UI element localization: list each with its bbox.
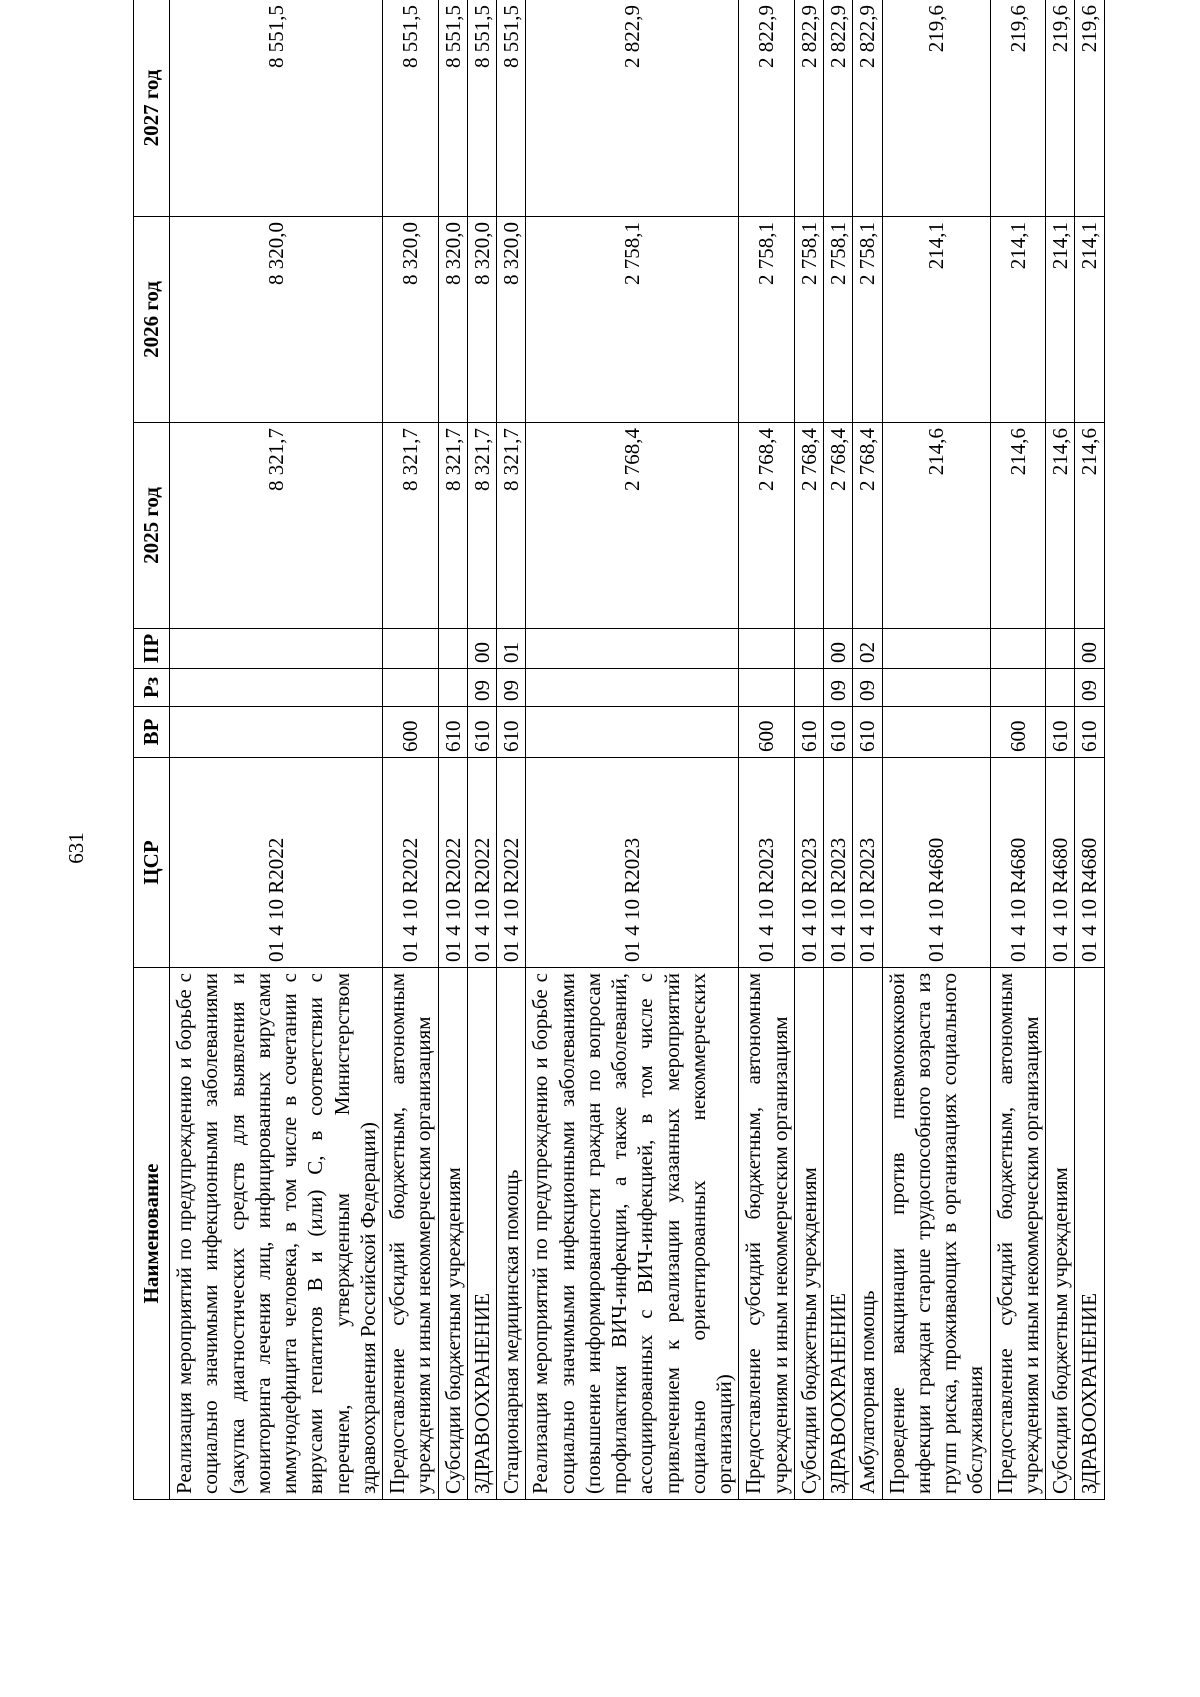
cell-name: ЗДРАВООХРАНЕНИЕ <box>824 968 853 1500</box>
cell-vr <box>526 707 739 758</box>
table-row <box>739 0 795 1500</box>
cell-csr: 01 4 10 R4680 <box>1046 758 1075 968</box>
cell-rz <box>1046 669 1075 707</box>
cell-2026: 2 758,1 <box>824 217 853 423</box>
cell-rz <box>170 669 383 707</box>
cell-name: Стационарная медицинская помощь <box>497 968 526 1500</box>
cell-name: Субсидии бюджетным учреждениям <box>438 968 467 1500</box>
cell-pr: 00 <box>1075 629 1104 669</box>
cell-2025: 214,6 <box>1046 423 1075 629</box>
table-row <box>882 0 990 1500</box>
cell-name: Реализация мероприятий по предупреждению и борьбе с социально значимыми инфекционными заболеваниями (повышение информированности граждан по вопросам профилактики ВИЧ-инфекции, а также заболеваний, ассоциированных с ВИЧ-инфекцией, в том числе с привлечением к реализации указанных мероприятий социально ориентированных некоммерческих организаций) <box>526 968 739 1500</box>
cell-2026: 214,1 <box>990 217 1046 423</box>
header-pr: ПР <box>134 629 170 669</box>
cell-2025: 8 321,7 <box>383 423 439 629</box>
cell-2027: 8 551,5 <box>438 0 467 217</box>
cell-2026: 8 320,0 <box>438 217 467 423</box>
cell-2027: 2 822,9 <box>526 0 739 217</box>
cell-rz: 09 <box>497 669 526 707</box>
cell-2026: 2 758,1 <box>739 217 795 423</box>
cell-name: Амбулаторная помощь <box>853 968 882 1500</box>
cell-pr <box>526 629 739 669</box>
cell-2026: 8 320,0 <box>383 217 439 423</box>
cell-2026: 214,1 <box>1046 217 1075 423</box>
cell-2026: 214,1 <box>1075 217 1104 423</box>
cell-name: Предоставление субсидий бюджетным, автономным учреждениям и иным некоммерческим организациям <box>739 968 795 1500</box>
table-row <box>383 0 439 1500</box>
cell-csr: 01 4 10 R2023 <box>526 758 739 968</box>
cell-csr: 01 4 10 R4680 <box>1075 758 1104 968</box>
cell-name: Проведение вакцинации против пневмококковой инфекции граждан старше трудоспособного возраста из групп риска, проживающих в организациях социального обслуживания <box>882 968 990 1500</box>
budget-table <box>133 0 1105 1500</box>
cell-csr: 01 4 10 R2023 <box>739 758 795 968</box>
page-number: 631 <box>64 832 88 864</box>
cell-pr <box>1046 629 1075 669</box>
cell-name: Субсидии бюджетным учреждениям <box>794 968 823 1500</box>
cell-pr: 02 <box>853 629 882 669</box>
cell-2026: 2 758,1 <box>794 217 823 423</box>
cell-vr: 610 <box>497 707 526 758</box>
cell-csr: 01 4 10 R4680 <box>882 758 990 968</box>
cell-2025: 2 768,4 <box>526 423 739 629</box>
cell-2025: 2 768,4 <box>794 423 823 629</box>
cell-rz <box>526 669 739 707</box>
cell-2027: 8 551,5 <box>497 0 526 217</box>
table-row <box>794 0 823 1500</box>
cell-name: ЗДРАВООХРАНЕНИЕ <box>1075 968 1104 1500</box>
cell-pr <box>438 629 467 669</box>
table-row <box>526 0 739 1500</box>
cell-csr: 01 4 10 R2022 <box>497 758 526 968</box>
cell-rz: 09 <box>1075 669 1104 707</box>
cell-vr: 610 <box>824 707 853 758</box>
cell-vr: 600 <box>739 707 795 758</box>
cell-csr: 01 4 10 R2022 <box>438 758 467 968</box>
cell-vr: 610 <box>794 707 823 758</box>
cell-2026: 214,1 <box>882 217 990 423</box>
cell-pr <box>383 629 439 669</box>
cell-2027: 2 822,9 <box>853 0 882 217</box>
header-2025: 2025 год <box>134 423 170 629</box>
cell-rz <box>739 669 795 707</box>
cell-2025: 2 768,4 <box>824 423 853 629</box>
cell-2026: 2 758,1 <box>526 217 739 423</box>
cell-rz <box>794 669 823 707</box>
table-row <box>824 0 853 1500</box>
cell-name: Субсидии бюджетным учреждениям <box>1046 968 1075 1500</box>
cell-2025: 8 321,7 <box>467 423 496 629</box>
cell-2025: 214,6 <box>990 423 1046 629</box>
cell-rz: 09 <box>824 669 853 707</box>
cell-2027: 8 551,5 <box>170 0 383 217</box>
cell-vr: 600 <box>990 707 1046 758</box>
cell-2027: 219,6 <box>1046 0 1075 217</box>
header-row <box>134 0 170 1500</box>
cell-pr <box>882 629 990 669</box>
cell-csr: 01 4 10 R2023 <box>853 758 882 968</box>
cell-name: Реализация мероприятий по предупреждению и борьбе с социально значимыми инфекционными заболеваниями (закупка диагностических средств для выявления и мониторинга лечения лиц, инфицированных вирусами иммунодефицита человека, в том числе в сочетании с вирусами гепатитов В и (или) С, в соответствии с перечнем, утвержденным Министерством здравоохранения Российской Федерации) <box>170 968 383 1500</box>
cell-vr: 610 <box>438 707 467 758</box>
cell-name: ЗДРАВООХРАНЕНИЕ <box>467 968 496 1500</box>
cell-2027: 219,6 <box>990 0 1046 217</box>
cell-vr <box>882 707 990 758</box>
cell-2027: 8 551,5 <box>383 0 439 217</box>
cell-csr: 01 4 10 R2022 <box>383 758 439 968</box>
cell-2025: 8 321,7 <box>170 423 383 629</box>
table-row <box>467 0 496 1500</box>
cell-rz <box>990 669 1046 707</box>
cell-rz <box>882 669 990 707</box>
cell-pr <box>794 629 823 669</box>
table-row <box>853 0 882 1500</box>
cell-2025: 8 321,7 <box>438 423 467 629</box>
table-row <box>438 0 467 1500</box>
table-row <box>990 0 1046 1500</box>
header-2027: 2027 год <box>134 0 170 217</box>
cell-2027: 2 822,9 <box>739 0 795 217</box>
cell-rz <box>438 669 467 707</box>
table-row <box>1046 0 1075 1500</box>
cell-2027: 219,6 <box>882 0 990 217</box>
header-name: Наименование <box>134 968 170 1500</box>
cell-2026: 8 320,0 <box>497 217 526 423</box>
cell-2025: 2 768,4 <box>739 423 795 629</box>
cell-2025: 214,6 <box>882 423 990 629</box>
cell-csr: 01 4 10 R4680 <box>990 758 1046 968</box>
cell-pr: 01 <box>497 629 526 669</box>
cell-vr: 610 <box>1075 707 1104 758</box>
cell-vr: 600 <box>383 707 439 758</box>
header-vr: ВР <box>134 707 170 758</box>
cell-2026: 2 758,1 <box>853 217 882 423</box>
rotated-table-container <box>133 0 1102 1500</box>
cell-2025: 2 768,4 <box>853 423 882 629</box>
cell-2027: 2 822,9 <box>824 0 853 217</box>
header-csr: ЦСР <box>134 758 170 968</box>
cell-csr: 01 4 10 R2023 <box>824 758 853 968</box>
cell-name: Предоставление субсидий бюджетным, автономным учреждениям и иным некоммерческим организациям <box>383 968 439 1500</box>
cell-2027: 219,6 <box>1075 0 1104 217</box>
header-2026: 2026 год <box>134 217 170 423</box>
cell-2025: 8 321,7 <box>497 423 526 629</box>
cell-2026: 8 320,0 <box>170 217 383 423</box>
cell-pr <box>739 629 795 669</box>
cell-vr <box>170 707 383 758</box>
cell-vr: 610 <box>853 707 882 758</box>
cell-csr: 01 4 10 R2022 <box>170 758 383 968</box>
cell-csr: 01 4 10 R2022 <box>467 758 496 968</box>
table-row <box>497 0 526 1500</box>
cell-rz: 09 <box>853 669 882 707</box>
table-row <box>1075 0 1104 1500</box>
cell-2025: 214,6 <box>1075 423 1104 629</box>
header-rz: Рз <box>134 669 170 707</box>
cell-csr: 01 4 10 R2023 <box>794 758 823 968</box>
cell-vr: 610 <box>467 707 496 758</box>
table-body <box>170 0 1105 1500</box>
cell-pr: 00 <box>467 629 496 669</box>
cell-2026: 8 320,0 <box>467 217 496 423</box>
cell-rz: 09 <box>467 669 496 707</box>
cell-pr: 00 <box>824 629 853 669</box>
cell-vr: 610 <box>1046 707 1075 758</box>
table-row <box>170 0 383 1500</box>
cell-rz <box>383 669 439 707</box>
cell-2027: 8 551,5 <box>467 0 496 217</box>
cell-2027: 2 822,9 <box>794 0 823 217</box>
cell-pr <box>990 629 1046 669</box>
cell-name: Предоставление субсидий бюджетным, автономным учреждениям и иным некоммерческим организациям <box>990 968 1046 1500</box>
cell-pr <box>170 629 383 669</box>
